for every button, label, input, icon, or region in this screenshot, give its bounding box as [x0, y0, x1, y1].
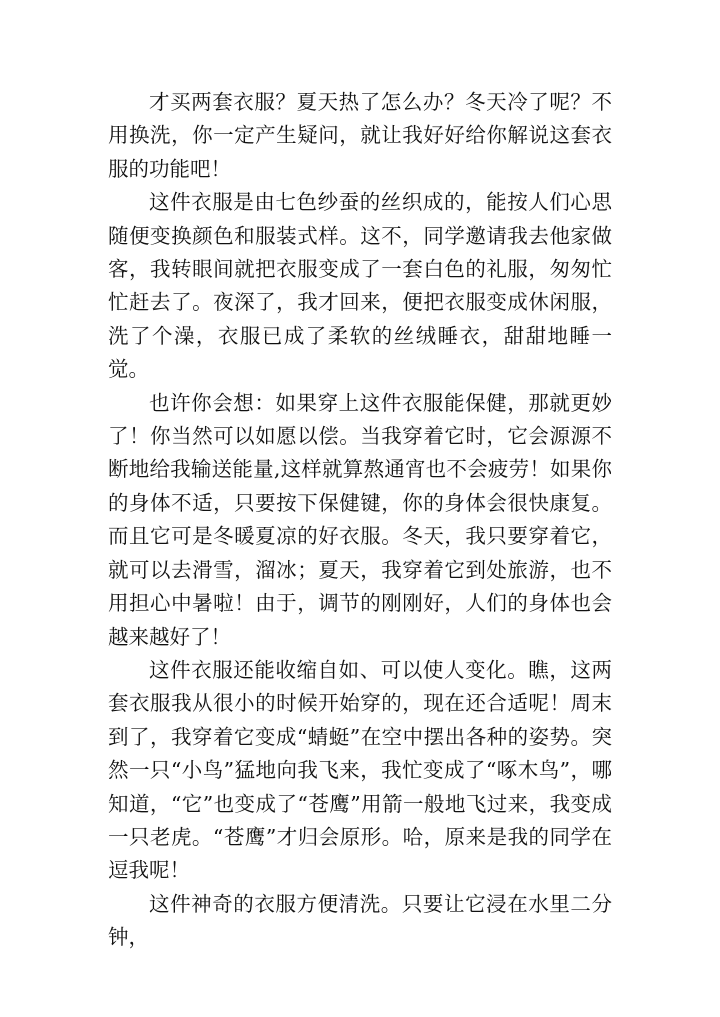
paragraph-1: 才买两套衣服？夏天热了怎么办？冬天冷了呢？不用换洗，你一定产生疑问，就让我好好给你解说这套衣服的功能吧！	[108, 90, 612, 181]
paragraph-4: 这件衣服还能收缩自如、可以使人变化。瞧，这两套衣服我从很小的时候开始穿的，现在还合适呢！周末到了，我穿着它变成“蜻蜓”在空中摆出各种的姿势。突然一只“小鸟”猛地向我飞来，我忙变成了“啄木鸟”，哪知道，“它”也变成了“苍鹰”用箭一般地飞过来，我变成一只老虎。“苍鹰”才归会原形。哈，原来是我的同学在逗我呢！	[108, 657, 612, 883]
article-body	[108, 86, 612, 955]
paragraph-5: 这件神奇的衣服方便清洗。只要让它浸在水里二分钟，	[108, 891, 612, 950]
paragraph-3: 也许你会想：如果穿上这件衣服能保健，那就更妙了！你当然可以如愿以偿。当我穿着它时，它会源源不断地给我输送能量,这样就算熬通宵也不会疲劳！如果你的身体不适，只要按下保健键，你的身体会很快康复。而且它可是冬暖夏凉的好衣服。冬天，我只要穿着它，就可以去滑雪，溜冰；夏天，我穿着它到处旅游，也不用担心中暑啦！由于，调节的刚刚好，人们的身体也会越来越好了！	[108, 390, 612, 649]
paragraph-2: 这件衣服是由七色纱蚕的丝织成的，能按人们心思随便变换颜色和服装式样。这不，同学邀请我去他家做客，我转眼间就把衣服变成了一套白色的礼服，匆匆忙忙赶去了。夜深了，我才回来，便把衣服变成休闲服，洗了个澡，衣服已成了柔软的丝绒睡衣，甜甜地睡一觉。	[108, 190, 612, 382]
